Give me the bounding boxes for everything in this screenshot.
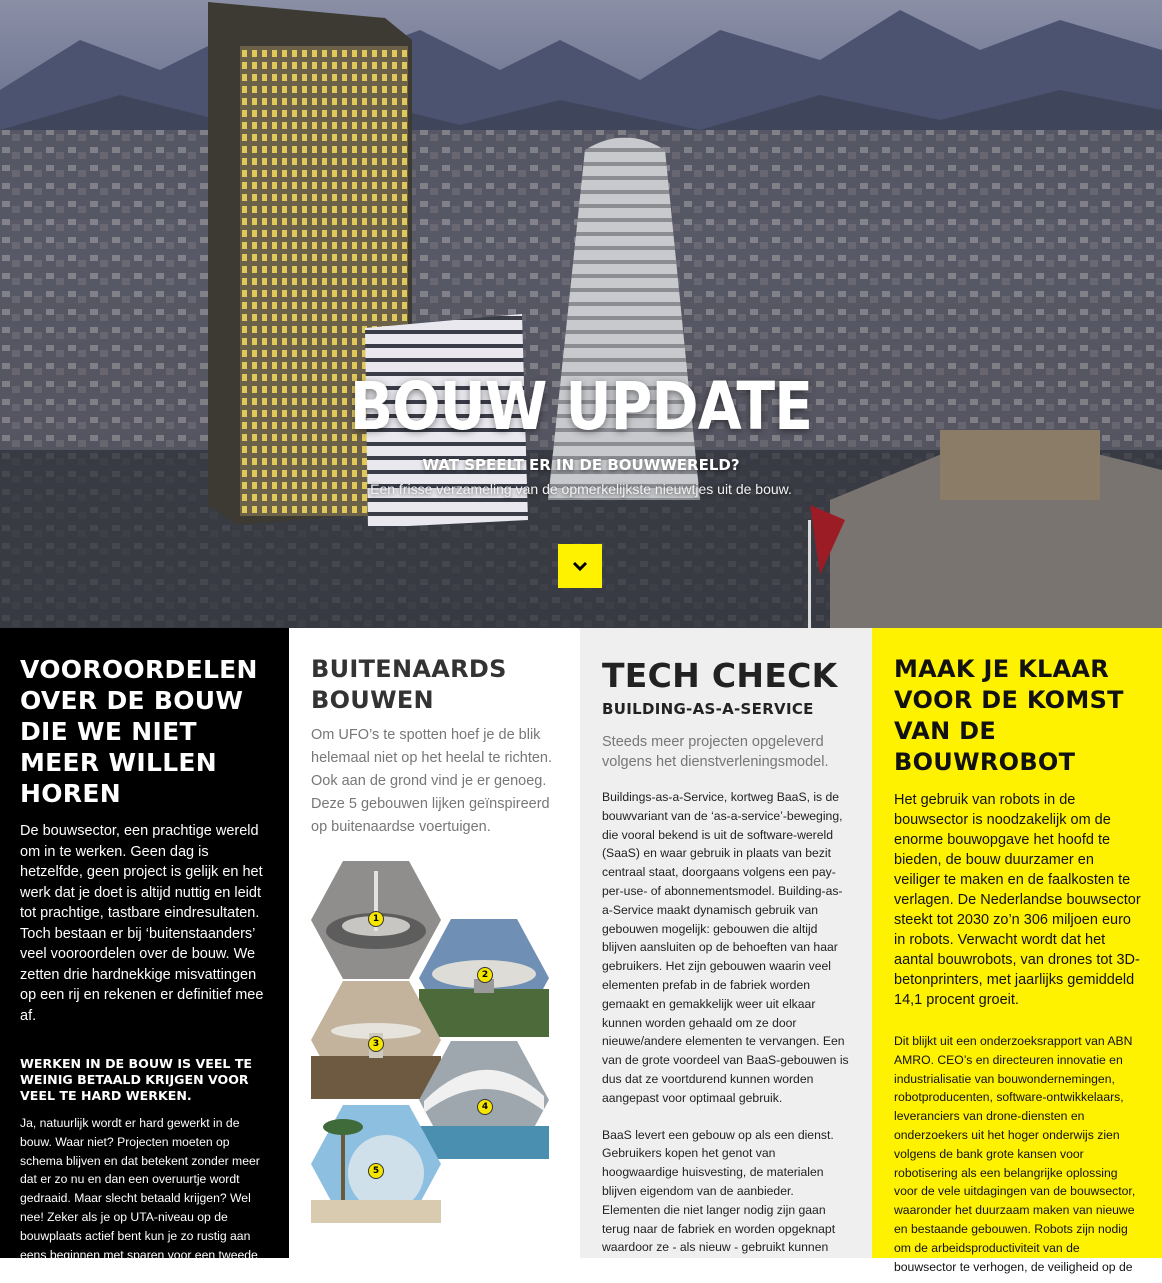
article-body: BaaS levert een gebouw op als een dienst. Gebruikers kopen het genot van hoogwaardige huisvesting, de materialen blijven eigendom van de aanbieder. Elementen die niet langer nodig zijn gaan terug naar de fabriek en worden opgeknapt waardoor ze - als nieuw - gebruikt kunnen [602,1127,836,1255]
building-badge: 2 [477,967,493,983]
article-body: Dit blijkt uit een onderzoeksrapport van ABN AMRO. CEO’s en directeuren innovatie en industrialisatie van bouwondernemingen, robotproducenten, software-ontwikkelaars, leveranciers van drone-diensten en onderzoekers uit het hoger onderwijs zien volgens de bank grote kansen voor robotisering als een belangrijke oplossing voor de vele uitdagingen van de bouwsector, waaronder het duurzaam maken van nieuwe en bestaande gebouwen. Robots zijn nodig om de arbeidsproductiviteit van de bouwsector te verhogen, de veiligheid op de [894,1034,1136,1274]
building-badge: 4 [477,1099,493,1115]
article-heading: TECH CHECK [602,656,838,695]
article-body: Buildings-as-a-Service, kortweg BaaS, is de bouwvariant van de ‘as-a-service’-beweging, die vooral bekend is uit de software-wereld (SaaS) en waar gebruik in plaats van bezit centraal staat, doorgaans volgens een pay-per-use- of abonnementsmodel. Building-as-a-Service maakt dynamisch gebruik van gebouwen mogelijk: gebouwen die altijd blijven aansluiten op de behoeften van haar gebruikers. Het zijn gebouwen waarin veel elementen prefab in de fabriek worden gemaakt en gemakkelijk weer uit elkaar kunnen worden gehaald om ze door nieuwe/andere elementen te vervangen. Een van de grote voordeel van BaaS-gebouwen is dus dat ze voortdurend kunnen worden aangepast voor optimaal gebruik. [602,790,849,1105]
building-hexagon-gallery [311,861,561,1281]
hero-subtitle: WAT SPEELT ER IN DE BOUWWERELD? [422,456,740,474]
article-construction-robot[interactable] [872,628,1162,1274]
hero-banner [0,0,1162,628]
article-tech-check[interactable] [580,628,872,1258]
article-intro: De bouwsector, een prachtige wereld om in te werken. Geen dag is hetzelfde, geen project is gelijk en het werk dat je doet is altijd nuttig en leidt tot prachtige, tastbare eindresultaten. Toch bestaan er bij ‘buitenstaanders’ veel vooroordelen over de bouw. We zetten drie hardnekkige misvattingen op een rij en rekenen er definitief mee af. [20,823,264,1024]
article-heading: BUITENAARDS BOUWEN [311,655,507,714]
article-intro: Het gebruik van robots in de bouwsector is noodzakelijk om de enorme bouwopgave het hoofd te bieden, de bouw duurzamer en veiliger te maken en de faalkosten te verlagen. De Nederlandse bouwsector steekt tot 2030 zo’n 306 miljoen euro in robots. Verwacht wordt dat het aantal bouwrobots, van drones tot 3D-betonprinters, met jaarlijks gemiddeld 14,1 procent groeit. [894,792,1141,1008]
article-body: Ja, natuurlijk wordt er hard gewerkt in de bouw. Waar niet? Projecten moeten op schema blijven en dat betekent zonder meer dat er zo nu en dan een overuurtje wordt gedraaid. Maar slecht betaald krijgen? Wel nee! Zeker als je op UTA-niveau op de bouwplaats actief bent kun je zo rustig aan eens beginnen met sparen voor een tweede huis is Frankrijk. [20,1116,260,1281]
hero-title: BOUW UPDATE [349,368,813,445]
article-prejudices[interactable] [0,628,289,1281]
article-intro: Steeds meer projecten opgeleverd volgens het dienstverleningsmodel. [602,734,829,770]
article-columns [0,628,1162,1281]
article-alien-buildings[interactable] [289,628,580,1258]
scroll-down-button[interactable] [558,544,602,588]
building-badge: 5 [368,1163,384,1179]
article-intro: Om UFO’s te spotten hoef je de blik helemaal niet op het heelal te richten. Ook aan de grond vind je er genoeg. Deze 5 gebouwen lijken geïnspireerd op buitenaardse voertuigen. [311,727,553,835]
article-heading: MAAK JE KLAAR VOOR DE KOMST VAN DE BOUWROBOT [894,655,1124,776]
article-heading: VOOROORDELEN OVER DE BOUW DIE WE NIET MEER WILLEN HOREN [20,655,258,808]
city-skyline [0,0,1162,628]
chevron-down-icon [572,561,588,571]
building-badge: 3 [368,1036,384,1052]
hero-description: Een frisse verzameling van de opmerkelijkste nieuwtjes uit de bouw. [370,481,792,497]
article-subheading: BUILDING-AS-A-SERVICE [602,700,814,718]
building-badge: 1 [368,911,384,927]
article-subheading: WERKEN IN DE BOUW IS VEEL TE WEINIG BETAALD KRIJGEN VOOR VEEL TE HARD WERKEN. [20,1056,253,1103]
